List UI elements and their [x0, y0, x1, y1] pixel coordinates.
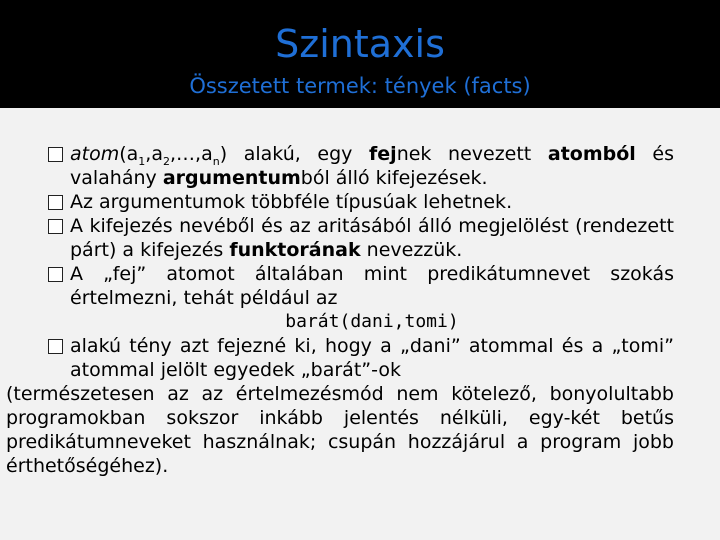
- bold-term: atomból: [547, 143, 636, 165]
- atom-term: atom: [70, 143, 120, 165]
- bullet-text: A „fej” atomot általában mint predikátumnevet szokás értelmezni, tehát például az: [70, 263, 674, 309]
- square-bullet-icon: [48, 219, 63, 234]
- square-bullet-icon: [48, 195, 63, 210]
- text-run: nek nevezett: [396, 143, 548, 165]
- args-open: (a: [119, 143, 139, 165]
- text-run: nevezzük.: [360, 239, 463, 261]
- bullet-item: [46, 262, 674, 310]
- bullet-text: alakú tény azt fejezné ki, hogy a „dani” atommal és a „tomi” atommal jelölt egyedek „barát”-ok: [70, 335, 674, 381]
- args-sep: ,…,a: [169, 143, 213, 165]
- slide-title: Szintaxis: [275, 22, 445, 66]
- bullet-text: [70, 215, 674, 261]
- bullet-item: [46, 142, 674, 190]
- title-bar: [0, 0, 720, 108]
- square-bullet-icon: [48, 339, 63, 354]
- text-run: ból álló kifejezések.: [300, 167, 488, 189]
- text-run: A kifejezés nevéből és az aritásából álló megjelölést (rendezett párt) a kifejezés: [70, 215, 674, 261]
- args-sep: ,a: [145, 143, 163, 165]
- bullet-text: [70, 143, 674, 189]
- slide-content: [6, 142, 674, 478]
- subscript: 2: [162, 154, 170, 168]
- slide-subtitle: Összetett termek: tények (facts): [189, 74, 531, 98]
- args-close: ): [219, 143, 228, 165]
- bold-term: argumentum: [162, 167, 301, 189]
- bullet-item: [46, 214, 674, 262]
- square-bullet-icon: [48, 267, 63, 282]
- note-paragraph: (természetesen az az értelmezésmód nem kötelező, bonyolultabb programokban sokszor inkább jelentés nélküli, egy-két betűs predikátumneveket használnak; csupán hozzájárul a program jobb érthetőségéhez).: [6, 383, 674, 477]
- bullet-text: Az argumentumok többféle típusúak lehetnek.: [70, 191, 513, 213]
- subscript: 1: [138, 154, 146, 168]
- text-run: alakú, egy: [227, 143, 370, 165]
- subscript: n: [212, 154, 220, 168]
- bullet-item: [46, 334, 674, 382]
- bold-term: funktorának: [229, 239, 361, 261]
- code-example: barát(dani,tomi): [285, 311, 459, 332]
- bold-term: fej: [369, 143, 397, 165]
- bullet-item: [46, 190, 674, 214]
- text-run: és valahány: [70, 143, 674, 189]
- square-bullet-icon: [48, 147, 63, 162]
